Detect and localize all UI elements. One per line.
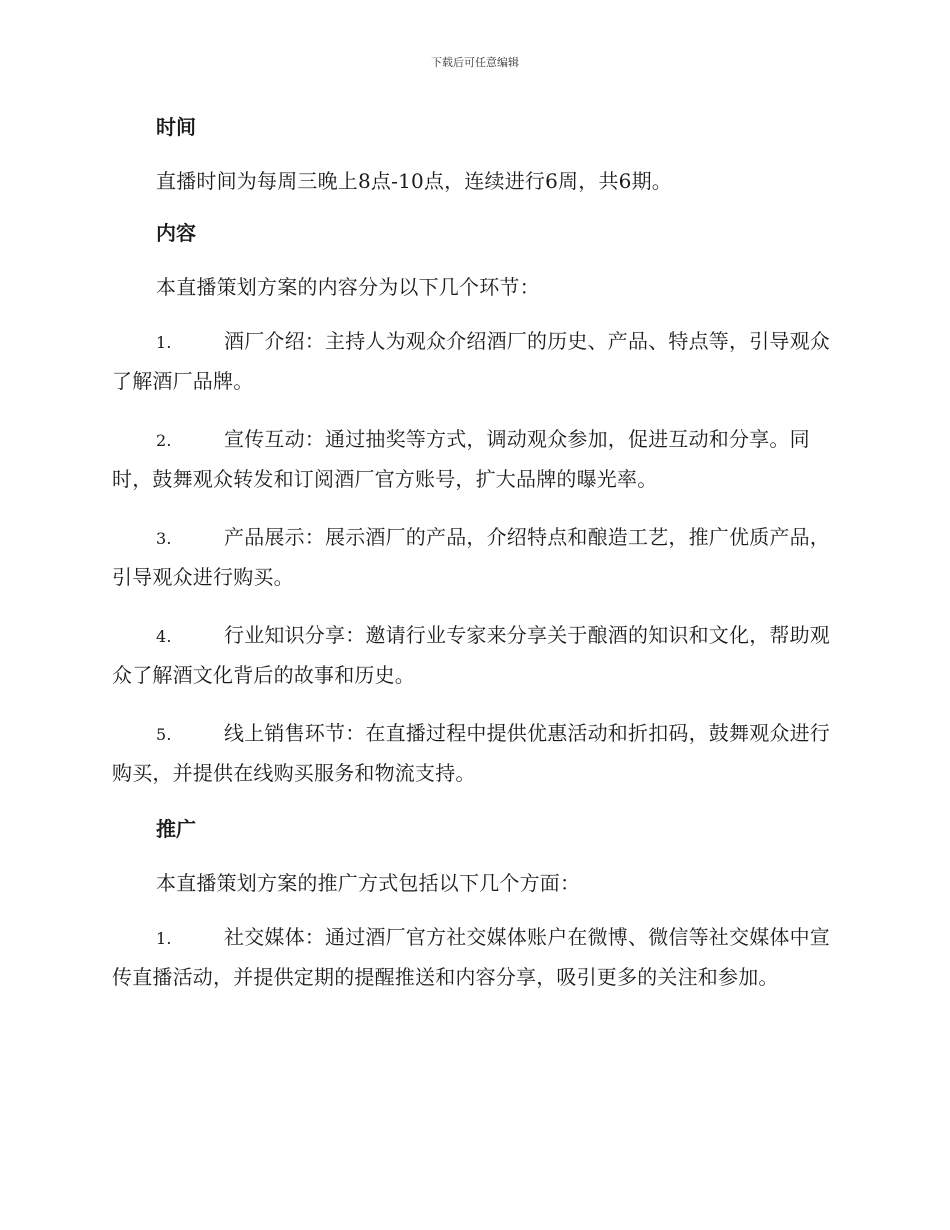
list-item <box>112 420 834 498</box>
list-item-number: 4. <box>156 627 172 646</box>
list-item <box>112 322 834 400</box>
list-item-number: 5. <box>156 725 172 744</box>
list-item-text: 宣传互动：通过抽奖等方式，调动观众参加，促进互动和分享。同时，鼓舞观众转发和订阅酒厂官方账号，扩大品牌的曝光率。 <box>112 427 810 491</box>
list-item-number: 2. <box>156 431 172 450</box>
list-item-text: 行业知识分享：邀请行业专家来分享关于酿酒的知识和文化，帮助观众了解酒文化背后的故事和历史。 <box>112 623 830 687</box>
list-item <box>112 518 834 596</box>
promotion-intro-paragraph: 本直播策划方案的推广方式包括以下几个方面： <box>156 871 581 895</box>
list-item <box>112 918 834 996</box>
list-item <box>112 714 834 792</box>
list-item-number: 1. <box>156 333 172 352</box>
list-item-text: 酒厂介绍：主持人为观众介绍酒厂的历史、产品、特点等，引导观众了解酒厂品牌。 <box>112 329 830 393</box>
list-item-number: 1. <box>156 929 172 948</box>
list-item-text: 社交媒体：通过酒厂官方社交媒体账户在微博、微信等社交媒体中宣传直播活动，并提供定期的提醒推送和内容分享，吸引更多的关注和参加。 <box>112 925 830 989</box>
header-note: 下载后可任意编辑 <box>431 56 519 69</box>
list-item-text: 线上销售环节：在直播过程中提供优惠活动和折扣码，鼓舞观众进行购买，并提供在线购买服务和物流支持。 <box>112 721 830 785</box>
document-body <box>112 110 834 1016</box>
list-item-number: 3. <box>156 529 172 548</box>
time-paragraph: 直播时间为每周三晚上8点-10点，连续进行6周，共6期。 <box>156 169 672 193</box>
section-heading-promotion: 推广 <box>156 817 196 841</box>
section-heading-time: 时间 <box>156 115 196 139</box>
list-item <box>112 616 834 694</box>
section-heading-content: 内容 <box>156 221 196 245</box>
content-intro-paragraph: 本直播策划方案的内容分为以下几个环节： <box>156 275 540 299</box>
list-item-text: 产品展示：展示酒厂的产品，介绍特点和酿造工艺，推广优质产品，引导观众进行购买。 <box>112 525 830 589</box>
